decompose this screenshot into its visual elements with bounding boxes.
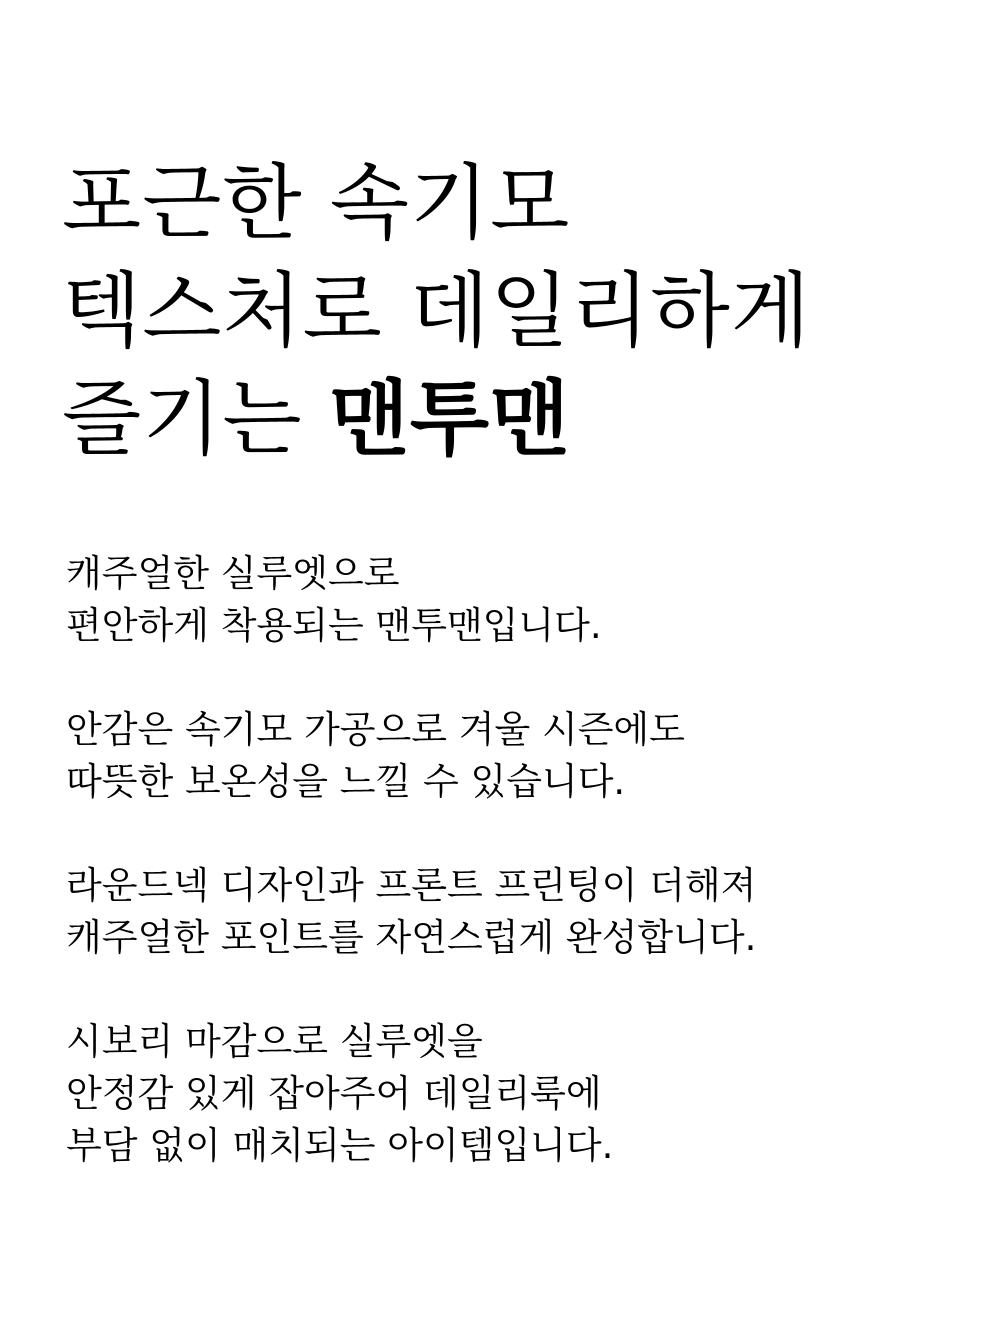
headline-line-2: 텍스처로 데일리하게 — [62, 264, 811, 359]
description-paragraph-2 — [66, 704, 966, 808]
paragraph-line: 안감은 속기모 가공으로 겨울 시즌에도 — [66, 708, 685, 751]
paragraph-line: 편안하게 착용되는 맨투맨입니다. — [66, 604, 602, 647]
headline-product-name: 맨투맨 — [329, 372, 571, 467]
paragraph-line: 부담 없이 매치되는 아이템입니다. — [66, 1124, 614, 1167]
paragraph-line: 따뜻한 보온성을 느낄 수 있습니다. — [66, 760, 626, 803]
product-headline — [62, 150, 962, 474]
headline-line-1: 포근한 속기모 — [62, 156, 571, 251]
paragraph-line: 안정감 있게 잡아주어 데일리룩에 — [66, 1072, 602, 1115]
paragraph-line: 캐주얼한 포인트를 자연스럽게 완성합니다. — [66, 916, 757, 959]
paragraph-line: 시보리 마감으로 실루엣을 — [66, 1020, 483, 1063]
headline-line-3 — [62, 366, 962, 474]
description-paragraph-4 — [66, 1016, 966, 1172]
headline-line-3-prefix: 즐기는 — [62, 372, 330, 467]
description-paragraph-1 — [66, 548, 966, 652]
paragraph-line: 캐주얼한 실루엣으로 — [66, 552, 400, 595]
paragraph-line: 라운드넥 디자인과 프론트 프린팅이 더해져 — [66, 864, 757, 907]
product-description — [66, 548, 966, 1224]
description-paragraph-3 — [66, 860, 966, 964]
